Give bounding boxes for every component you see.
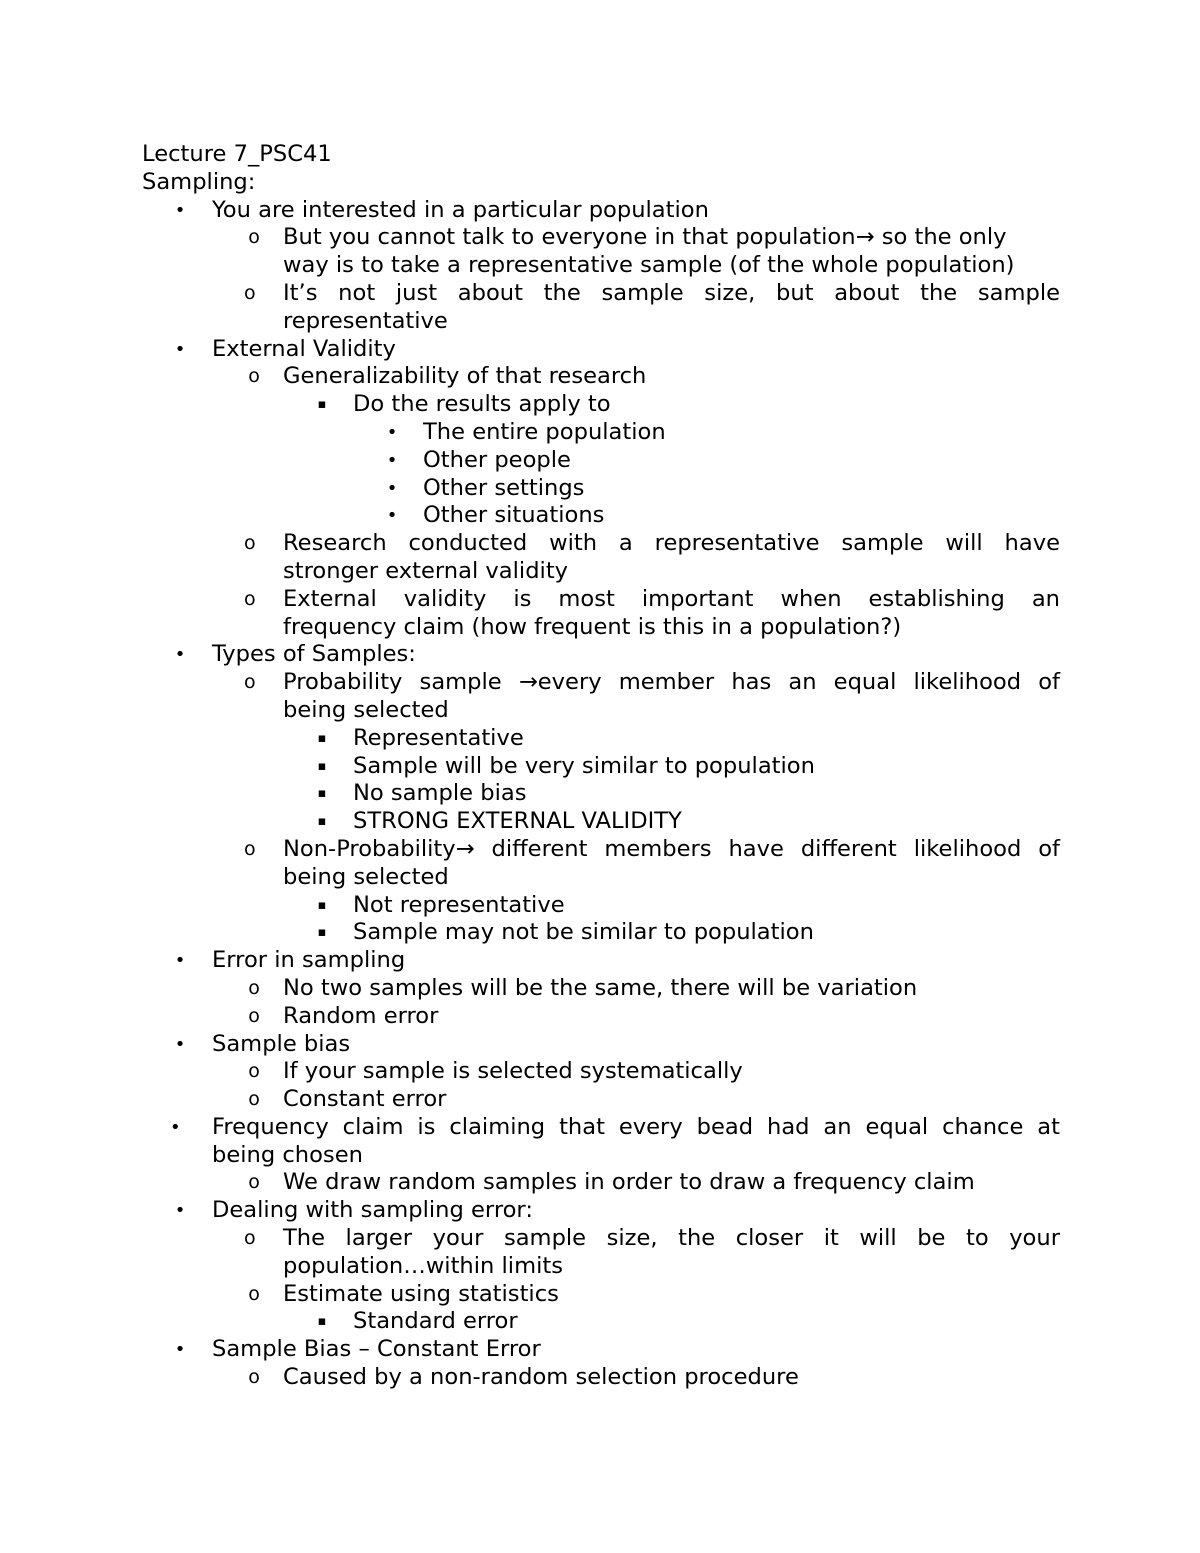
list-item: • Other settings: [142, 475, 1060, 503]
list-item: o Generalizability of that research: [142, 363, 1060, 391]
circle-bullet-icon: o: [248, 1060, 260, 1083]
bullet-icon: •: [174, 1200, 186, 1222]
square-bullet-icon: ▪: [317, 786, 327, 802]
square-bullet-icon: ▪: [317, 1314, 327, 1330]
list-item: ▪ Sample may not be similar to population: [142, 919, 1060, 947]
list-item: ▪ STRONG EXTERNAL VALIDITY: [142, 808, 1060, 836]
list-item: o We draw random samples in order to draw a frequency claim: [142, 1169, 1060, 1197]
list-item: ▪ Representative: [142, 725, 1060, 753]
list-item: o Caused by a non-random selection procedure: [142, 1364, 1060, 1392]
arrow-icon: →: [455, 835, 475, 862]
list-item-continuation: being selected: [283, 863, 449, 890]
list-item: • Frequency claim is claiming that every bead had an equal chance at: [170, 1113, 1060, 1140]
list-item: o No two samples will be the same, there will be variation: [142, 975, 1060, 1003]
bullet-icon: •: [174, 199, 186, 221]
list-item-continuation: population…within limits: [283, 1252, 564, 1279]
list-item: o Non-Probability→ different members have different likelihood of: [244, 835, 1060, 862]
list-item: o Constant error: [142, 1086, 1060, 1114]
circle-bullet-icon: o: [248, 1171, 260, 1194]
list-item-continuation: stronger external validity: [283, 557, 569, 584]
list-item: • Sample bias: [142, 1031, 1060, 1059]
list-item: o If your sample is selected systematically: [142, 1058, 1060, 1086]
arrow-icon: →: [855, 224, 875, 251]
list-item-continuation: being selected: [283, 696, 449, 723]
circle-bullet-icon: o: [248, 1088, 260, 1111]
list-item: ▪ No sample bias: [142, 780, 1060, 808]
bullet-icon: •: [386, 449, 398, 471]
list-item: • External Validity: [142, 336, 1060, 364]
list-item: • Dealing with sampling error:: [142, 1197, 1060, 1225]
list-item: o Probability sample →every member has an equal likelihood of: [244, 669, 1060, 696]
circle-bullet-icon: o: [248, 1004, 260, 1027]
list-item-continuation: representative: [283, 307, 448, 334]
list-item: o But you cannot talk to everyone in that population→ so the only: [142, 224, 1060, 252]
circle-bullet-icon: o: [244, 587, 256, 610]
square-bullet-icon: ▪: [317, 730, 327, 746]
bullet-icon: •: [174, 950, 186, 972]
bullet-icon: •: [174, 1033, 186, 1055]
list-item: o It’s not just about the sample size, but about the sample: [244, 279, 1060, 306]
list-item: • Error in sampling: [142, 947, 1060, 975]
circle-bullet-icon: o: [244, 281, 256, 304]
arrow-icon: →: [518, 669, 538, 696]
list-item: o The larger your sample size, the closer it will be to your: [244, 1225, 1060, 1252]
bullet-icon: •: [174, 644, 186, 666]
bullet-icon: •: [386, 505, 398, 527]
list-item: ▪ Sample will be very similar to population: [142, 753, 1060, 781]
circle-bullet-icon: o: [244, 837, 256, 860]
circle-bullet-icon: o: [248, 365, 260, 388]
bullet-icon: •: [386, 421, 398, 443]
list-item: • Other situations: [142, 502, 1060, 530]
circle-bullet-icon: o: [248, 976, 260, 999]
document-title: Lecture 7_PSC41: [142, 141, 332, 167]
list-item-continuation: frequency claim (how frequent is this in a population?): [283, 613, 902, 640]
bullet-icon: •: [170, 1116, 181, 1138]
section-heading: Sampling:: [142, 168, 256, 195]
square-bullet-icon: ▪: [317, 814, 327, 830]
circle-bullet-icon: o: [248, 1366, 260, 1389]
list-item-continuation: being chosen: [212, 1141, 363, 1168]
list-item: o Research conducted with a representative sample will have: [244, 530, 1060, 557]
square-bullet-icon: ▪: [317, 925, 327, 941]
list-item: ▪ Not representative: [142, 892, 1060, 920]
list-item: o Random error: [142, 1003, 1060, 1031]
bullet-icon: •: [174, 338, 186, 360]
bullet-icon: •: [174, 1339, 186, 1361]
list-item: • Types of Samples:: [142, 641, 1060, 669]
list-item: • The entire population: [142, 419, 1060, 447]
square-bullet-icon: ▪: [317, 897, 327, 913]
bullet-icon: •: [386, 477, 398, 499]
list-item: • Other people: [142, 447, 1060, 475]
list-item: • You are interested in a particular population: [142, 197, 1060, 225]
list-item: ▪ Standard error: [142, 1308, 1060, 1336]
circle-bullet-icon: o: [244, 671, 256, 694]
list-item-continuation: way is to take a representative sample (of the whole population): [283, 252, 1015, 279]
document-page: [142, 141, 1060, 1392]
circle-bullet-icon: o: [248, 226, 260, 249]
list-item: ▪ Do the results apply to: [142, 391, 1060, 419]
circle-bullet-icon: o: [248, 1282, 260, 1305]
list-item: • Sample Bias – Constant Error: [142, 1336, 1060, 1364]
circle-bullet-icon: o: [244, 1227, 256, 1250]
circle-bullet-icon: o: [244, 532, 256, 555]
list-item: o External validity is most important when establishing an: [244, 585, 1060, 612]
square-bullet-icon: ▪: [317, 397, 327, 413]
list-item: o Estimate using statistics: [142, 1281, 1060, 1309]
square-bullet-icon: ▪: [317, 758, 327, 774]
